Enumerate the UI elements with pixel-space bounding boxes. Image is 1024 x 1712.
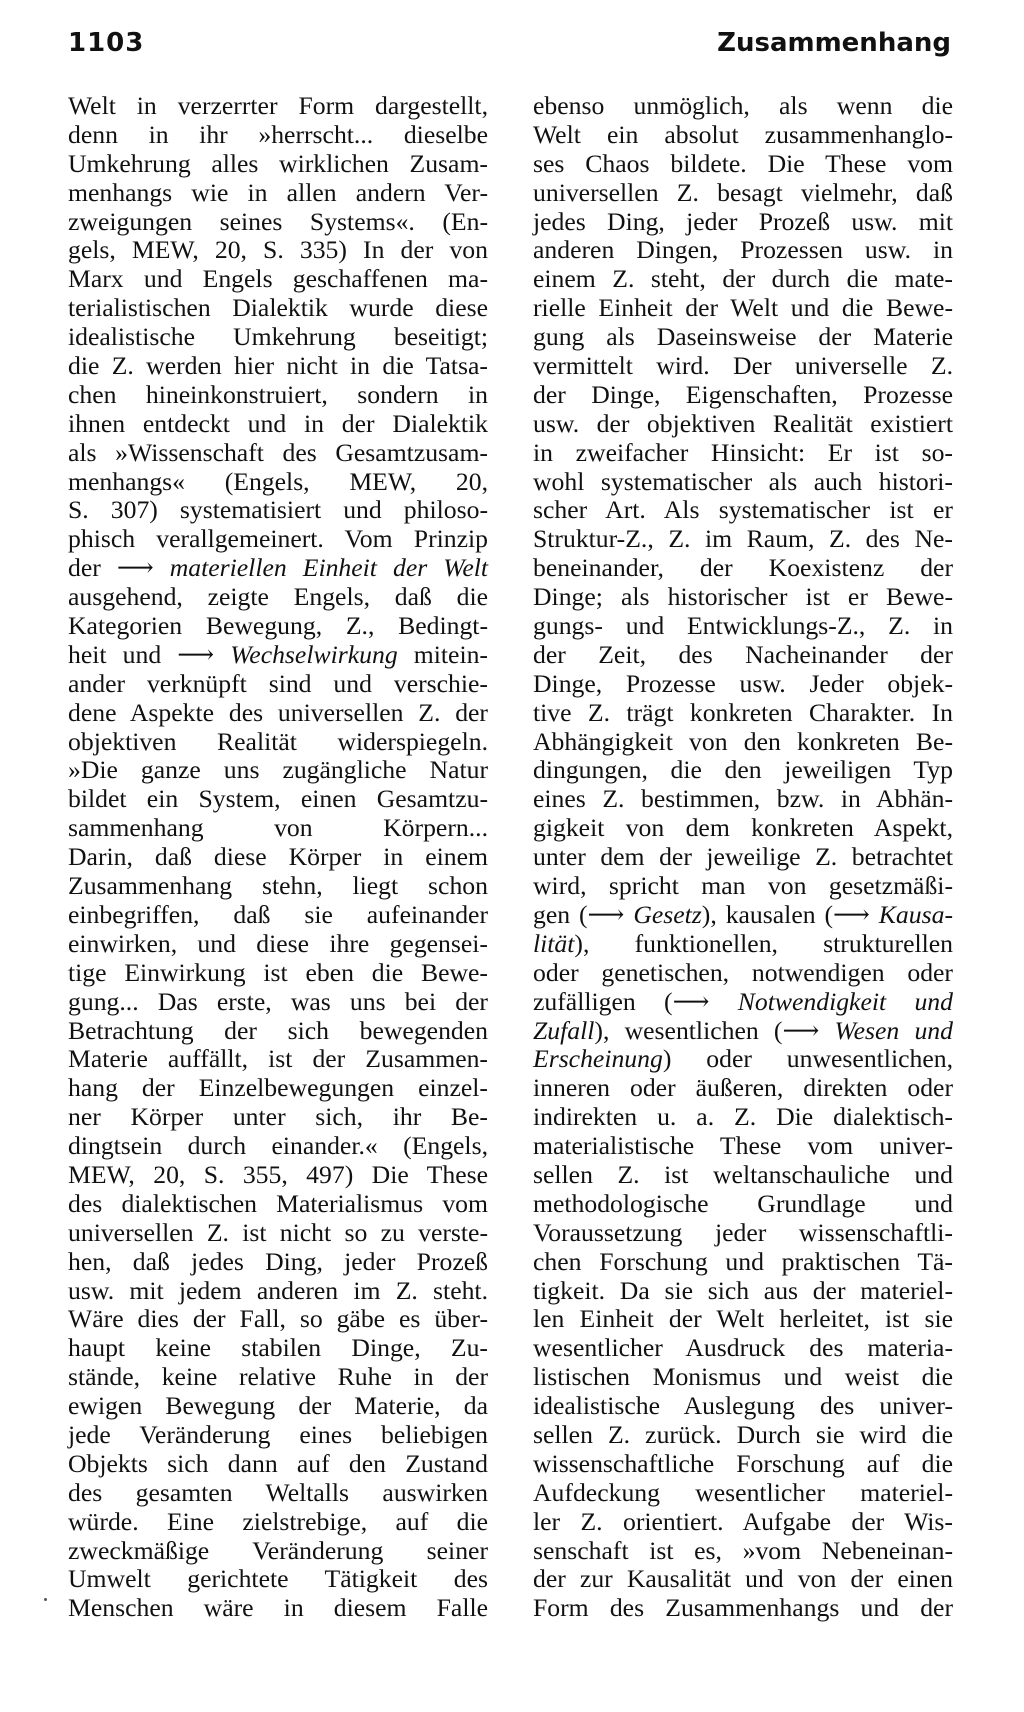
text-segment: Kategorien Bewegung, Z., Bedingt- [68,611,488,641]
text-line [68,1363,488,1392]
text-line [533,1334,953,1363]
text-segment: Struktur-Z., Z. im Raum, Z. des Ne- [533,524,953,554]
text-line [68,1103,488,1132]
text-segment: S. 307) systematisiert und philoso- [68,495,488,525]
italic-term: Notwendigkeit und [737,986,953,1016]
text-line [533,785,953,814]
text-segment: anderen Dingen, Prozessen usw. in [533,235,953,265]
text-line [68,988,488,1017]
text-line [533,1248,953,1277]
text-line [533,1363,953,1392]
text-line [533,1450,953,1479]
text-segment: phisch verallgemeinert. Vom Prinzip [68,524,488,554]
text-line [533,496,953,525]
text-segment: Welt ein absolut zusammenhanglo- [533,119,953,149]
text-line [533,988,953,1017]
text-segment: Darin, daß diese Körper in einem [68,842,488,872]
text-line [533,439,953,468]
text-segment: Welt in verzerrter Form dargestellt, [68,91,488,120]
text-segment: scher Art. Als systematischer ist er [533,495,953,525]
text-segment: dingungen, die den jeweiligen Typ [533,755,953,785]
text-line [533,872,953,901]
text-line [533,699,953,728]
text-segment: Form des Zusammenhangs und der [533,1593,953,1623]
text-segment: ), kausalen (⟶ [701,899,879,929]
text-segment: idealistische Auslegung des univer- [533,1391,953,1421]
text-segment: ler Z. orientiert. Aufgabe der Wis- [533,1506,953,1536]
text-line [68,728,488,757]
text-segment: Voraussetzung jeder wissenschaftli- [533,1217,953,1247]
text-segment: chen Forschung und praktischen Tä- [533,1246,953,1276]
text-line [68,208,488,237]
text-line [68,901,488,930]
text-line [68,1421,488,1450]
text-segment: dene Aspekte des universellen Z. der [68,697,488,727]
text-segment: Marx und Engels geschaffenen ma- [68,264,488,294]
text-line [533,1017,953,1046]
text-line [533,583,953,612]
text-line [68,959,488,988]
text-segment: senschaft ist es, »vom Nebeneinan- [533,1535,953,1565]
text-segment: der zur Kausalität und von der einen [533,1564,953,1594]
text-line [68,1594,488,1623]
text-line [533,1421,953,1450]
text-segment: würde. Eine zielstrebige, auf die [68,1506,488,1536]
text-segment: Objekts sich dann auf den Zustand [68,1448,488,1478]
text-segment: tige Einwirkung ist eben die Bewe- [68,957,488,987]
text-segment: indirekten u. a. Z. Die dialektisch- [533,1102,953,1132]
text-segment: idealistische Umkehrung beseitigt; [68,322,488,352]
text-segment: Abhängigkeit von den konkreten Be- [533,726,953,756]
text-segment: zweckmäßige Veränderung seiner [68,1535,488,1565]
text-line [533,1045,953,1074]
text-segment: mitein- [397,639,488,669]
text-line [533,641,953,670]
text-segment: Umwelt gerichtete Tätigkeit des [68,1564,488,1594]
text-column-left [68,92,488,1623]
text-column-right [533,92,953,1623]
text-line [68,1017,488,1046]
text-segment: beneinander, der Koexistenz der [533,553,953,583]
text-line [68,1537,488,1566]
text-line [68,612,488,641]
text-segment: denn in ihr »herrscht... dieselbe [68,119,488,149]
italic-term: Wesen und [834,1015,953,1045]
text-line [68,265,488,294]
text-line [68,92,488,121]
text-line [68,1479,488,1508]
text-line [533,1132,953,1161]
text-segment: der ⟶ [68,553,170,583]
text-line [533,1074,953,1103]
text-segment: tive Z. trägt konkreten Charakter. In [533,697,953,727]
text-segment: gungs- und Entwicklungs-Z., Z. in [533,611,953,641]
text-line [68,1074,488,1103]
text-line [68,323,488,352]
text-segment: ses Chaos bildete. Die These vom [533,148,953,178]
text-segment: hen, daß jedes Ding, jeder Prozeß [68,1246,488,1276]
text-segment: menhangs« (Engels, MEW, 20, [68,466,488,496]
text-segment: der Zeit, des Nacheinander der [533,639,953,669]
text-segment: bildet ein System, einen Gesamtzu- [68,784,488,814]
text-line [533,410,953,439]
italic-term: Gesetz [633,899,702,929]
text-line [533,236,953,265]
text-line [68,439,488,468]
text-line [68,756,488,785]
text-segment: wird, spricht man von gesetzmäßi- [533,871,953,901]
text-line [68,496,488,525]
text-line [533,1565,953,1594]
text-segment: MEW, 20, S. 355, 497) Die These [68,1159,488,1189]
text-segment: heit und ⟶ [68,639,231,669]
text-line [68,121,488,150]
text-line [533,901,953,930]
text-segment: tigkeit. Da sie sich aus der materiel- [533,1275,953,1305]
text-segment: »Die ganze uns zugängliche Natur [68,755,488,785]
text-line [533,1277,953,1306]
text-segment: gels, MEW, 20, S. 335) In der von [68,235,488,265]
text-line [68,294,488,323]
text-line [533,468,953,497]
text-segment: stände, keine relative Ruhe in der [68,1362,488,1392]
text-line [68,583,488,612]
text-line [68,1565,488,1594]
text-line [68,641,488,670]
text-line [68,525,488,554]
text-line [533,121,953,150]
text-segment: dingtsein durch einander.« (Engels, [68,1131,488,1161]
text-line [68,352,488,381]
text-line [533,265,953,294]
text-line [533,323,953,352]
text-segment: sellen Z. zurück. Durch sie wird die [533,1419,953,1449]
italic-term: lität [533,928,575,958]
italic-term: Wechselwirkung [230,639,398,669]
text-segment: jede Veränderung eines beliebigen [68,1419,488,1449]
text-line [533,1161,953,1190]
text-line [68,814,488,843]
text-segment: ewigen Bewegung der Materie, da [68,1391,488,1421]
text-line [533,1103,953,1132]
stray-print-mark [44,1598,47,1601]
text-line [68,1450,488,1479]
text-line [533,92,953,121]
text-segment: als »Wissenschaft des Gesamtzusam- [68,437,488,467]
text-segment: listischen Monismus und weist die [533,1362,953,1392]
text-line [68,843,488,872]
text-segment: einwirken, und diese ihre gegensei- [68,928,488,958]
text-segment: ausgehend, zeigte Engels, daß die [68,582,488,612]
text-segment: ander verknüpft sind und verschie- [68,668,488,698]
text-segment: wissenschaftliche Forschung auf die [533,1448,953,1478]
text-segment: Zusammenhang stehn, liegt schon [68,871,488,901]
text-line [68,1508,488,1537]
text-segment: terialistischen Dialektik wurde diese [68,293,488,323]
text-segment: zufälligen (⟶ [533,986,738,1016]
text-segment: Dinge, Prozesse usw. Jeder objek- [533,668,953,698]
text-segment: Aufdeckung wesentlicher materiel- [533,1477,953,1507]
text-line [68,699,488,728]
text-segment: gen (⟶ [533,899,634,929]
text-segment: in zweifacher Hinsicht: Er ist so- [533,437,953,467]
text-segment: rielle Einheit der Welt und die Bewe- [533,293,953,323]
text-segment: chen hineinkonstruiert, sondern in [68,379,488,409]
text-line [68,1248,488,1277]
text-segment: wohl systematischer als auch histori- [533,466,953,496]
text-line [68,1161,488,1190]
text-segment: universellen Z. besagt vielmehr, daß [533,177,953,207]
text-segment: gung... Das erste, was uns bei der [68,986,488,1016]
text-line [68,1334,488,1363]
text-segment: haupt keine stabilen Dinge, Zu- [68,1333,488,1363]
text-line [68,872,488,901]
text-line [68,236,488,265]
text-line [68,1277,488,1306]
text-line [533,930,953,959]
text-line [68,1219,488,1248]
text-segment: materialistische These vom univer- [533,1131,953,1161]
text-line [533,843,953,872]
text-segment: Umkehrung alles wirklichen Zusam- [68,148,488,178]
text-line [533,1219,953,1248]
text-segment: ), funktionellen, strukturellen [574,928,953,958]
text-line [533,352,953,381]
text-segment: Betrachtung der sich bewegenden [68,1015,488,1045]
italic-term: Erscheinung [533,1044,663,1074]
text-segment: des gesamten Weltalls auswirken [68,1477,488,1507]
text-segment: ) oder unwesentlichen, [662,1044,953,1074]
text-segment: hang der Einzelbewegungen einzel- [68,1073,488,1103]
text-line [533,1190,953,1219]
text-segment: unter dem der jeweilige Z. betrachtet [533,842,953,872]
text-line [533,1392,953,1421]
text-line [533,1594,953,1623]
page-number: 1103 [68,28,145,58]
text-segment: oder genetischen, notwendigen oder [533,957,953,987]
text-segment: ihnen entdeckt und in der Dialektik [68,408,488,438]
text-line [68,1045,488,1074]
text-segment: gung als Daseinsweise der Materie [533,322,953,352]
text-segment: ner Körper unter sich, ihr Be- [68,1102,488,1132]
text-line [533,1479,953,1508]
text-line [533,554,953,583]
text-line [68,381,488,410]
text-line [68,1392,488,1421]
text-segment: einbegriffen, daß sie aufeinander [68,899,488,929]
text-line [533,728,953,757]
text-line [533,150,953,179]
text-segment: objektiven Realität widerspiegeln. [68,726,488,756]
text-line [533,1305,953,1334]
text-segment: ), wesentlichen (⟶ [594,1015,835,1045]
text-line [533,525,953,554]
text-line [68,468,488,497]
text-segment: len Einheit der Welt herleitet, ist sie [533,1304,953,1334]
text-line [533,208,953,237]
text-line [533,670,953,699]
text-line [68,179,488,208]
text-segment: vermittelt wird. Der universelle Z. [533,351,953,381]
text-segment: wesentlicher Ausdruck des materia- [533,1333,953,1363]
text-line [68,410,488,439]
italic-term: materiellen Einheit der Welt [169,553,488,583]
text-segment: usw. der objektiven Realität existiert [533,408,953,438]
text-line [68,150,488,179]
running-head: Zusammenhang [717,28,951,58]
text-segment: des dialektischen Materialismus vom [68,1188,488,1218]
text-segment: gigkeit von dem konkreten Aspekt, [533,813,953,843]
text-segment: sammenhang von Körpern... [68,813,488,843]
text-line [68,1190,488,1219]
italic-term: Kausa- [878,899,953,929]
italic-term: Zufall [533,1015,595,1045]
text-segment: zweigungen seines Systems«. (En- [68,206,488,236]
text-line [533,1508,953,1537]
text-line [68,554,488,583]
text-segment: menhangs wie in allen andern Ver- [68,177,488,207]
text-segment: ebenso unmöglich, als wenn die [533,91,953,120]
text-line [68,930,488,959]
text-segment: methodologische Grundlage und [533,1188,953,1218]
text-line [533,381,953,410]
text-segment: Menschen wäre in diesem Falle [68,1593,488,1623]
text-segment: universellen Z. ist nicht so zu verste- [68,1217,488,1247]
text-segment: inneren oder äußeren, direkten oder [533,1073,953,1103]
text-line [68,785,488,814]
text-line [533,959,953,988]
text-segment: Materie auffällt, ist der Zusammen- [68,1044,488,1074]
text-segment: jedes Ding, jeder Prozeß usw. mit [533,206,953,236]
text-line [533,179,953,208]
text-line [533,814,953,843]
text-line [68,670,488,699]
text-line [533,1537,953,1566]
text-segment: usw. mit jedem anderen im Z. steht. [68,1275,488,1305]
text-line [68,1305,488,1334]
text-segment: eines Z. bestimmen, bzw. in Abhän- [533,784,953,814]
text-segment: die Z. werden hier nicht in die Tatsa- [68,351,488,381]
text-line [533,612,953,641]
text-segment: der Dinge, Eigenschaften, Prozesse [533,379,953,409]
text-segment: einem Z. steht, der durch die mate- [533,264,953,294]
text-line [68,1132,488,1161]
text-segment: sellen Z. ist weltanschauliche und [533,1159,953,1189]
text-segment: Wäre dies der Fall, so gäbe es über- [68,1304,488,1334]
text-line [533,756,953,785]
text-line [533,294,953,323]
text-segment: Dinge; als historischer ist er Bewe- [533,582,953,612]
